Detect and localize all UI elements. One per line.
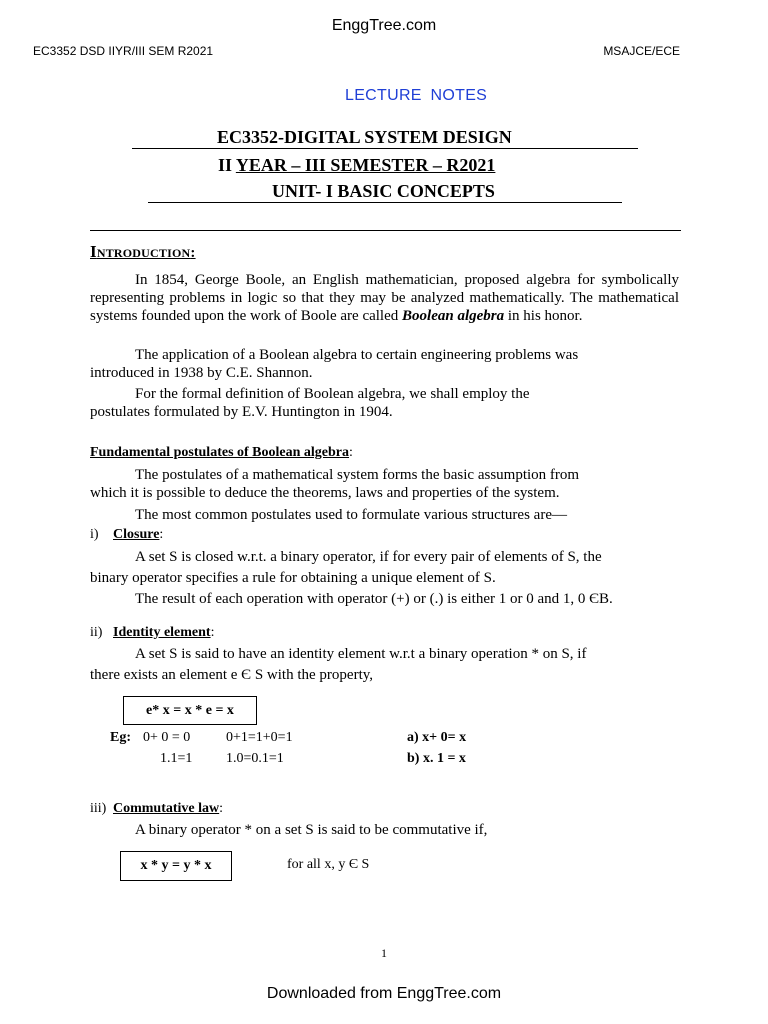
section-divider <box>90 230 681 231</box>
closure-heading-text: Closure <box>113 527 160 542</box>
intro-p3-line-2: postulates formulated by E.V. Huntington in 1904. <box>90 404 393 420</box>
site-top-label: EnggTree.com <box>331 17 437 34</box>
year-title <box>218 155 495 176</box>
identity-heading-text: Identity element <box>113 625 211 640</box>
unit-title-rule <box>148 202 622 203</box>
year-title-text: YEAR – III SEMESTER – R2021 <box>235 155 496 175</box>
postulates-heading-text: Fundamental postulates of Boolean algebra <box>90 445 350 460</box>
introduction-heading-colon: : <box>190 245 196 261</box>
commutative-formula-box: x * y = y * x <box>120 851 232 881</box>
postulates-p2: The most common postulates used to formulate various structures are— <box>135 507 567 523</box>
boolean-algebra-term: Boolean algebra <box>402 308 505 324</box>
example-b-text: b) x. 1 = x <box>407 751 466 766</box>
intro-p1-text: In 1854, George Boole, an English mathematician, proposed algebra for symbolically representing problems in logic so that they may be analyzed mathematically. The mathematical systems founded upon the work of Boole are called <box>90 272 679 324</box>
year-title-prefix: II <box>218 155 236 175</box>
identity-line-1: A set S is said to have an identity element w.r.t a binary operation * on S, if <box>135 646 587 662</box>
postulates-p1-line-2: which it is possible to deduce the theorems, laws and properties of the system. <box>90 485 560 501</box>
intro-paragraph-1 <box>90 271 679 325</box>
introduction-heading-cap: I <box>90 242 97 261</box>
identity-heading <box>113 624 214 642</box>
closure-line-2: binary operator specifies a rule for obtaining a unique element of S. <box>90 570 496 586</box>
header-right: MSAJCE/ECE <box>603 44 680 58</box>
commutative-number: iii) <box>90 801 107 816</box>
unit-title: UNIT- I BASIC CONCEPTS <box>272 181 495 201</box>
identity-number: ii) <box>90 625 103 640</box>
lecture-notes-label: LECTURE NOTES <box>345 87 488 104</box>
example-a <box>407 729 466 747</box>
page-number: 1 <box>381 946 387 960</box>
closure-heading <box>113 526 163 544</box>
example-row1-col1: 0+ 0 = 0 <box>143 730 191 745</box>
postulates-heading <box>90 444 353 462</box>
intro-p2-line-1: The application of a Boolean algebra to certain engineering problems was <box>135 347 579 363</box>
commutative-heading-text: Commutative law <box>113 801 220 816</box>
example-row1-col2: 0+1=1+0=1 <box>226 730 293 745</box>
header-left: EC3352 DSD IIYR/III SEM R2021 <box>33 44 214 58</box>
postulates-p1-line-1: The postulates of a mathematical system forms the basic assumption from <box>135 467 580 483</box>
course-title-rule <box>132 148 638 149</box>
identity-formula-box: e* x = x * e = x <box>123 696 257 725</box>
site-bottom-label: Downloaded from EnggTree.com <box>266 985 502 1002</box>
identity-line-2: there exists an element e Є S with the property, <box>90 667 374 683</box>
intro-p1-end: in his honor. <box>504 308 583 324</box>
commutative-line-1: A binary operator * on a set S is said to be commutative if, <box>135 822 488 838</box>
intro-p3-line-1: For the formal definition of Boolean algebra, we shall employ the <box>135 386 530 402</box>
closure-line-3: The result of each operation with operator (+) or (.) is either 1 or 0 and 1, 0 ЄB. <box>135 591 613 607</box>
example-row2-col1: 1.1=1 <box>160 751 193 766</box>
identity-heading-colon: : <box>210 625 215 640</box>
example-a-text: a) x+ 0= x <box>407 730 467 745</box>
example-row2-col2: 1.0=0.1=1 <box>226 751 284 766</box>
closure-number: i) <box>90 527 99 542</box>
commutative-for-all: for all x, y Є S <box>287 857 370 872</box>
introduction-heading <box>90 242 196 262</box>
postulates-heading-colon: : <box>349 445 353 460</box>
commutative-heading <box>113 800 223 818</box>
intro-p2-line-2: introduced in 1938 by C.E. Shannon. <box>90 365 313 381</box>
course-title: EC3352-DIGITAL SYSTEM DESIGN <box>217 127 512 147</box>
example-label: Eg: <box>110 730 131 745</box>
example-b <box>407 750 466 768</box>
closure-line-1: A set S is closed w.r.t. a binary operator, if for every pair of elements of S, the <box>135 549 602 565</box>
introduction-heading-rest: NTRODUCTION <box>96 246 191 260</box>
commutative-heading-colon: : <box>219 801 224 816</box>
closure-heading-colon: : <box>159 527 164 542</box>
